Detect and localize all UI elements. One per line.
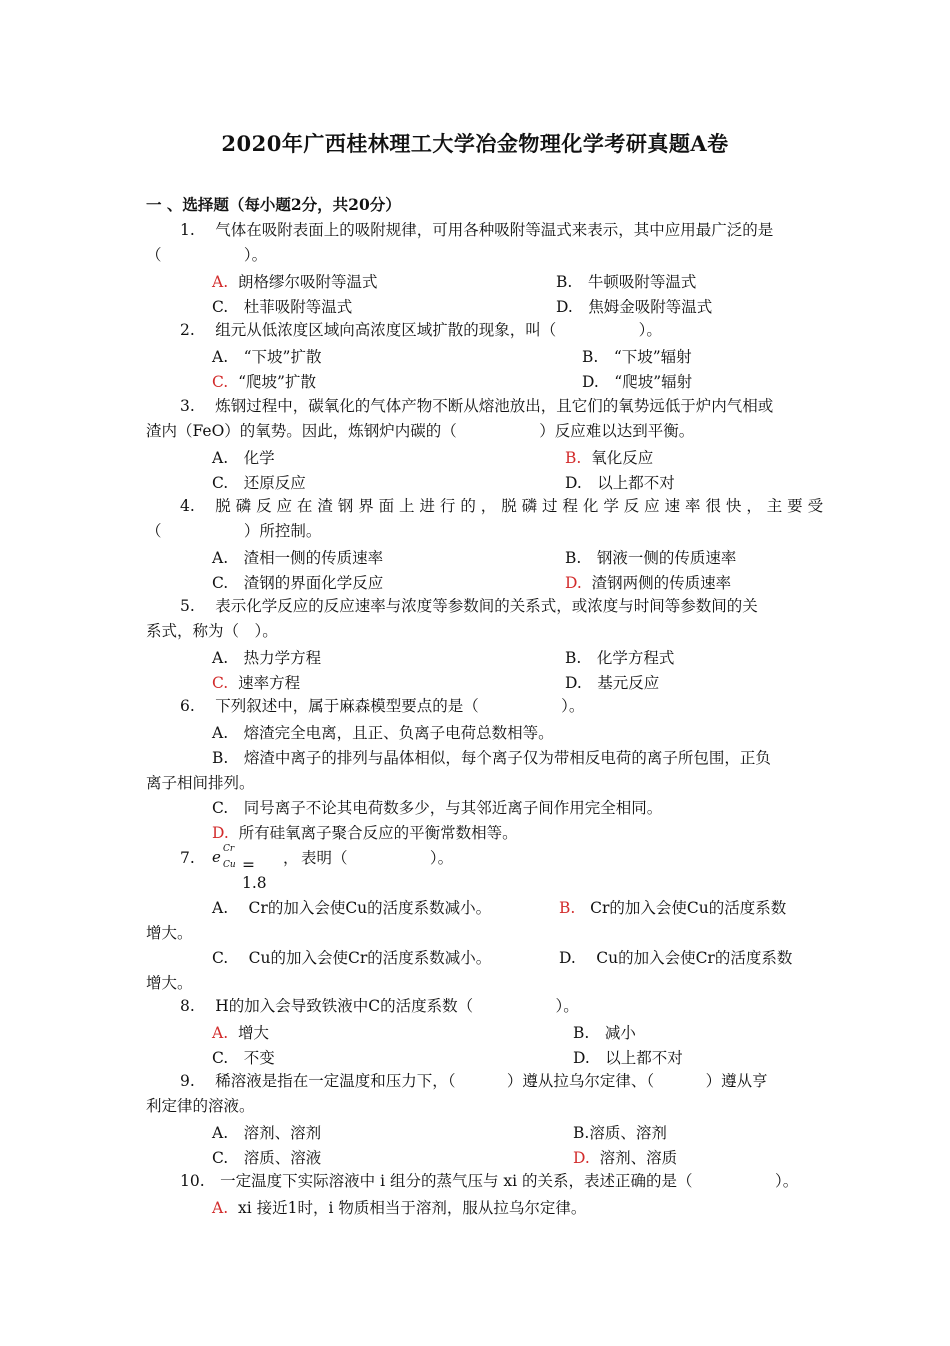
q9-option-a: A. 溶剂、溶剂 bbox=[212, 1124, 322, 1142]
q8-option-c: C. 不变 bbox=[212, 1049, 275, 1067]
page-title: 2020年广西桂林理工大学冶金物理化学考研真题A卷 bbox=[221, 131, 729, 156]
q1-option-d: D. 焦姆金吸附等温式 bbox=[556, 298, 713, 316]
q4-option-b: B. 钢液一侧的传质速率 bbox=[565, 549, 737, 567]
formula-base: e bbox=[212, 848, 221, 866]
answer-key-mark: D. bbox=[565, 574, 582, 592]
q7-comma: ， bbox=[283, 849, 299, 867]
q7-option-a: A. Cr的加入会使Cu的活度系数减小。 bbox=[212, 899, 492, 917]
q3-option-b bbox=[565, 446, 653, 468]
answer-key-mark: A. bbox=[212, 1024, 229, 1042]
q5-option-a: A. 热力学方程 bbox=[212, 649, 322, 667]
q2-option-d: D. “爬坡”辐射 bbox=[582, 373, 693, 391]
q10-stem: 10. 一定温度下实际溶液中 i 组分的蒸气压与 xi 的关系，表述正确的是（ ）。 bbox=[180, 1172, 799, 1190]
section-heading: 一 、选择题（每小题2分，共20分） bbox=[146, 195, 401, 214]
q10-option-a bbox=[212, 1196, 586, 1218]
q3-option-d: D. 以上都不对 bbox=[565, 474, 675, 492]
q3-option-a: A. 化学 bbox=[212, 449, 275, 467]
formula-value: = 1.8 bbox=[242, 856, 267, 892]
q8-option-a bbox=[212, 1021, 269, 1043]
q5-option-b: B. 化学方程式 bbox=[565, 649, 675, 667]
q5-option-c bbox=[212, 671, 300, 693]
q6-option-a: A. 熔渣完全电离，且正、负离子电荷总数相等。 bbox=[212, 724, 554, 742]
option-text: 速率方程 bbox=[238, 674, 301, 692]
q7-stem: 表明（ ）。 bbox=[301, 849, 454, 867]
q3-stem: 3. 炼钢过程中，碳氧化的气体产物不断从熔池放出，且它们的氧势远低于炉内气相或 bbox=[180, 397, 774, 415]
q6-option-b-cont: 离子相间排列。 bbox=[146, 774, 255, 792]
q1-stem: 1. 气体在吸附表面上的吸附规律，可用各种吸附等温式来表示，其中应用最广泛的是 bbox=[180, 221, 774, 239]
answer-key-mark: D. bbox=[573, 1149, 590, 1167]
q9-stem: 9. 稀溶液是指在一定温度和压力下，（ ）遵从拉乌尔定律、（ ）遵从亨 bbox=[180, 1072, 768, 1090]
interaction-coefficient-formula bbox=[212, 844, 267, 892]
option-text: xi 接近1时，i 物质相当于溶剂，服从拉乌尔定律。 bbox=[237, 1199, 587, 1217]
q1-option-a bbox=[212, 270, 378, 292]
q7-option-b-cont: 增大。 bbox=[146, 924, 193, 942]
q9-option-b: B.溶质、溶剂 bbox=[573, 1124, 667, 1142]
q6-option-b: B. 熔渣中离子的排列与晶体相似，每个离子仅为带相反电荷的离子所包围，正负 bbox=[212, 749, 771, 767]
q4-option-c: C. 渣钢的界面化学反应 bbox=[212, 574, 384, 592]
q3-option-c: C. 还原反应 bbox=[212, 474, 306, 492]
q8-option-b: B. 减小 bbox=[573, 1024, 636, 1042]
q4-option-d bbox=[565, 571, 731, 593]
q7-option-b bbox=[559, 896, 786, 918]
q9-stem-cont: 利定律的溶液。 bbox=[146, 1097, 255, 1115]
q9-option-d bbox=[573, 1146, 677, 1168]
q5-stem: 5. 表示化学反应的反应速率与浓度等参数间的关系式，或浓度与时间等参数间的关 bbox=[180, 597, 758, 615]
q5-stem-cont: 系式，称为（ ）。 bbox=[146, 622, 278, 640]
q3-stem-cont: 渣内（FeO）的氧势。因此，炼钢炉内碳的（ ）反应难以达到平衡。 bbox=[146, 422, 695, 440]
q2-stem: 2. 组元从低浓度区域向高浓度区域扩散的现象，叫（ ）。 bbox=[180, 321, 662, 339]
option-text: 所有硅氧离子聚合反应的平衡常数相等。 bbox=[238, 824, 518, 842]
option-text: “爬坡”扩散 bbox=[238, 373, 316, 391]
q2-option-c bbox=[212, 370, 316, 392]
q1-stem-cont: （ ）。 bbox=[146, 246, 268, 264]
answer-key-mark: B. bbox=[565, 449, 582, 467]
answer-key-mark: B. bbox=[559, 899, 576, 917]
formula-subscript: Cu bbox=[223, 860, 236, 870]
q8-stem: 8. H的加入会导致铁液中C的活度系数（ ）。 bbox=[180, 997, 579, 1015]
option-text: 渣钢两侧的传质速率 bbox=[591, 574, 732, 592]
answer-key-mark: A. bbox=[212, 1199, 229, 1217]
option-text: 氧化反应 bbox=[591, 449, 654, 467]
q7-option-c: C. Cu的加入会使Cr的活度系数减小。 bbox=[212, 949, 492, 967]
q1-option-b: B. 牛顿吸附等温式 bbox=[556, 273, 697, 291]
option-text: Cr的加入会使Cu的活度系数 bbox=[590, 899, 787, 917]
answer-key-mark: D. bbox=[212, 824, 229, 842]
q5-option-d: D. 基元反应 bbox=[565, 674, 660, 692]
q6-option-d bbox=[212, 821, 518, 843]
q7-number: 7. bbox=[180, 849, 195, 867]
q7-option-d-cont: 增大。 bbox=[146, 974, 193, 992]
answer-key-mark: C. bbox=[212, 674, 229, 692]
q4-stem: 4. 脱 磷 反 应 在 渣 钢 界 面 上 进 行 的 ， 脱 磷 过 程 化 学 反 应 速 率 很 快 ， 主 要 受 bbox=[180, 497, 824, 515]
option-text: 增大 bbox=[237, 1024, 269, 1042]
q6-stem: 6. 下列叙述中，属于麻森模型要点的是（ ）。 bbox=[180, 697, 585, 715]
q9-option-c: C. 溶质、溶液 bbox=[212, 1149, 322, 1167]
q2-option-b: B. “下坡”辐射 bbox=[582, 348, 692, 366]
q8-option-d: D. 以上都不对 bbox=[573, 1049, 683, 1067]
option-text: 朗格缪尔吸附等温式 bbox=[237, 273, 378, 291]
q2-option-a: A. “下坡”扩散 bbox=[212, 348, 322, 366]
option-text: 溶剂、溶质 bbox=[599, 1149, 678, 1167]
q4-stem-cont: （ ）所控制。 bbox=[146, 522, 322, 540]
answer-key-mark: A. bbox=[212, 273, 229, 291]
q4-option-a: A. 渣相一侧的传质速率 bbox=[212, 549, 384, 567]
q6-option-c: C. 同号离子不论其电荷数多少，与其邻近离子间作用完全相同。 bbox=[212, 799, 663, 817]
formula-superscript: Cr bbox=[223, 844, 235, 854]
answer-key-mark: C. bbox=[212, 373, 229, 391]
q1-option-c: C. 杜菲吸附等温式 bbox=[212, 298, 353, 316]
q7-option-d: D. Cu的加入会使Cr的活度系数 bbox=[559, 949, 793, 967]
